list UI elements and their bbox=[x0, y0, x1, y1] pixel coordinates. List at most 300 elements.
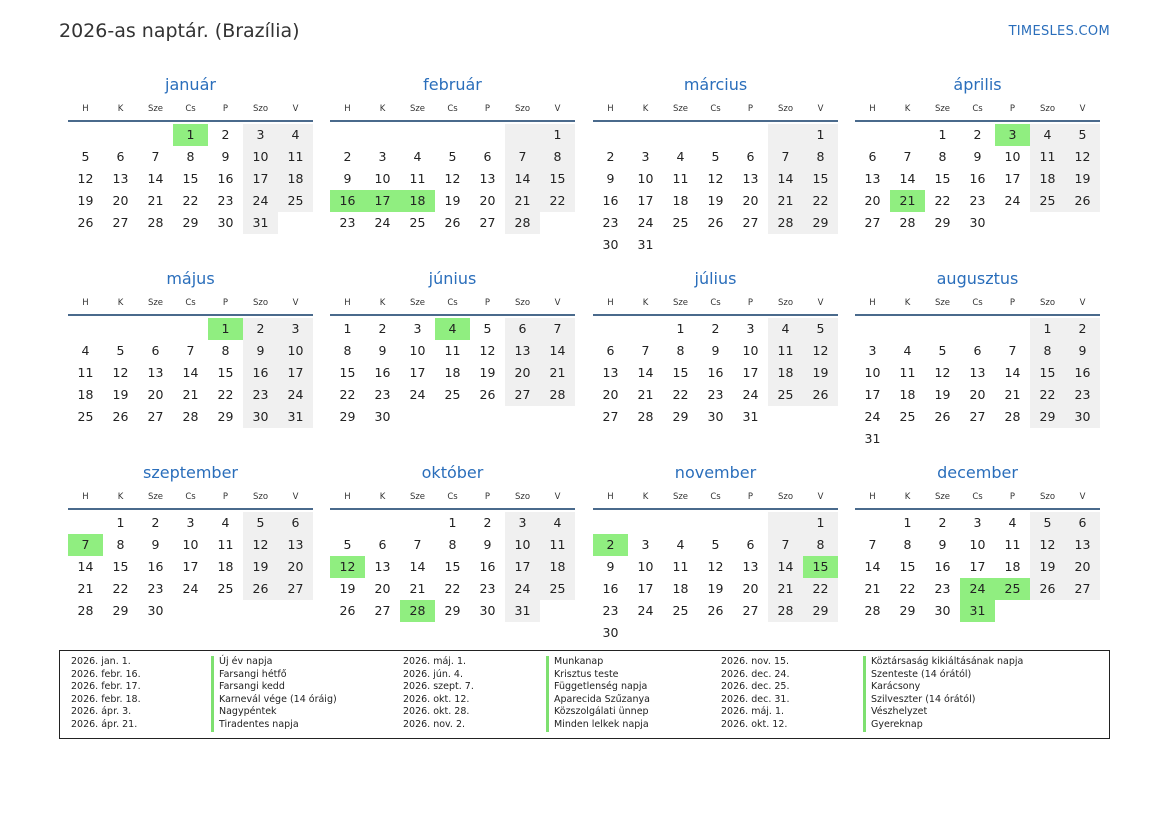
day-cell: 27 bbox=[1065, 578, 1100, 600]
day-cell: 21 bbox=[890, 190, 925, 212]
day-cell: 1 bbox=[803, 124, 838, 146]
day-cell: 23 bbox=[217, 193, 234, 208]
day-cell: 20 bbox=[505, 362, 540, 384]
day-cell: 8 bbox=[221, 343, 230, 358]
day-cell: 12 bbox=[479, 343, 496, 358]
day-cell: 6 bbox=[746, 537, 755, 552]
empty-day-cell bbox=[470, 406, 505, 428]
legend-date: 2026. máj. 1. bbox=[721, 706, 785, 718]
day-cell: 2 bbox=[593, 534, 628, 556]
day-cell: 14 bbox=[540, 340, 575, 362]
day-cell: 22 bbox=[540, 190, 575, 212]
day-cell: 7 bbox=[903, 149, 912, 164]
day-cell: 18 bbox=[444, 365, 461, 380]
day-cell: 18 bbox=[540, 556, 575, 578]
day-cell: 30 bbox=[707, 409, 724, 424]
empty-day-cell bbox=[890, 318, 925, 340]
weekday-label: H bbox=[82, 492, 89, 502]
weekday-label: Cs bbox=[972, 298, 983, 308]
day-grid bbox=[330, 124, 575, 234]
day-cell: 21 bbox=[147, 193, 164, 208]
empty-day-cell bbox=[540, 600, 575, 622]
day-cell: 30 bbox=[217, 215, 234, 230]
empty-day-cell bbox=[470, 124, 505, 146]
day-cell: 16 bbox=[374, 365, 391, 380]
empty-day-cell bbox=[173, 318, 208, 340]
empty-day-cell bbox=[768, 622, 803, 644]
day-cell: 3 bbox=[378, 149, 387, 164]
day-cell: 11 bbox=[278, 146, 313, 168]
day-cell: 4 bbox=[540, 512, 575, 534]
weekday-label: Cs bbox=[972, 492, 983, 502]
day-cell: 7 bbox=[1008, 343, 1017, 358]
day-cell: 15 bbox=[803, 556, 838, 578]
day-cell: 14 bbox=[768, 556, 803, 578]
day-cell: 8 bbox=[186, 149, 195, 164]
day-cell: 27 bbox=[969, 409, 986, 424]
empty-day-cell bbox=[1065, 212, 1100, 234]
empty-day-cell bbox=[663, 622, 698, 644]
day-cell: 3 bbox=[186, 515, 195, 530]
day-cell: 15 bbox=[540, 168, 575, 190]
day-cell: 20 bbox=[602, 387, 619, 402]
day-cell: 9 bbox=[606, 559, 615, 574]
weekday-label: V bbox=[817, 492, 824, 502]
legend-dates-column bbox=[721, 656, 789, 732]
empty-day-cell bbox=[505, 124, 540, 146]
day-grid bbox=[593, 124, 838, 256]
weekday-label: H bbox=[607, 104, 614, 114]
day-cell: 19 bbox=[479, 365, 496, 380]
day-cell: 19 bbox=[803, 362, 838, 384]
legend-date: 2026. nov. 15. bbox=[721, 656, 790, 667]
legend-holiday-name: Tiradentes napja bbox=[211, 719, 337, 732]
day-cell: 8 bbox=[540, 146, 575, 168]
day-cell: 16 bbox=[602, 193, 619, 208]
day-cell: 23 bbox=[374, 387, 391, 402]
day-cell: 17 bbox=[278, 362, 313, 384]
weekday-label: Cs bbox=[972, 104, 983, 114]
day-cell: 2 bbox=[151, 515, 160, 530]
day-cell: 11 bbox=[1004, 537, 1021, 552]
day-cell: 7 bbox=[768, 534, 803, 556]
empty-day-cell bbox=[138, 318, 173, 340]
empty-day-cell bbox=[138, 124, 173, 146]
day-cell: 5 bbox=[448, 149, 457, 164]
day-cell: 24 bbox=[243, 190, 278, 212]
weekday-label: K bbox=[379, 492, 386, 502]
legend-names-column bbox=[546, 656, 650, 732]
day-cell: 10 bbox=[409, 343, 426, 358]
empty-day-cell bbox=[593, 512, 628, 534]
day-cell: 12 bbox=[707, 559, 724, 574]
day-cell: 2 bbox=[711, 321, 720, 336]
day-cell: 6 bbox=[746, 149, 755, 164]
legend-date: 2026. nov. 2. bbox=[403, 718, 466, 730]
month-name: április bbox=[953, 75, 1002, 94]
day-cell: 7 bbox=[768, 146, 803, 168]
weekday-header bbox=[855, 292, 1100, 316]
weekday-label: P bbox=[747, 492, 754, 502]
day-cell: 5 bbox=[243, 512, 278, 534]
day-cell: 14 bbox=[182, 365, 199, 380]
empty-day-cell bbox=[890, 428, 925, 450]
day-cell: 7 bbox=[641, 343, 650, 358]
day-cell: 16 bbox=[243, 362, 278, 384]
day-cell: 2 bbox=[938, 515, 947, 530]
month-name: október bbox=[421, 463, 484, 482]
weekday-label: Cs bbox=[185, 298, 196, 308]
day-cell: 4 bbox=[1008, 515, 1017, 530]
day-cell: 31 bbox=[278, 406, 313, 428]
legend-holiday-name: Farsangi kedd bbox=[211, 681, 337, 694]
day-cell: 22 bbox=[182, 193, 199, 208]
day-cell: 22 bbox=[339, 387, 356, 402]
day-cell: 3 bbox=[641, 537, 650, 552]
empty-day-cell bbox=[925, 318, 960, 340]
day-cell: 3 bbox=[505, 512, 540, 534]
day-cell: 1 bbox=[1030, 318, 1065, 340]
day-cell: 12 bbox=[1065, 146, 1100, 168]
day-cell: 13 bbox=[112, 171, 129, 186]
day-cell: 25 bbox=[899, 409, 916, 424]
legend-holiday-name: Függetlenség napja bbox=[546, 681, 650, 694]
day-cell: 16 bbox=[969, 171, 986, 186]
weekday-label: Szo bbox=[777, 492, 794, 502]
day-cell: 18 bbox=[899, 387, 916, 402]
day-grid bbox=[855, 512, 1100, 622]
weekday-label: P bbox=[222, 492, 229, 502]
weekday-label: K bbox=[117, 492, 124, 502]
day-cell: 11 bbox=[444, 343, 461, 358]
day-cell: 16 bbox=[602, 581, 619, 596]
legend-holiday-name: Gyereknap bbox=[863, 719, 1023, 732]
day-cell: 26 bbox=[444, 215, 461, 230]
weekday-label: Szo bbox=[514, 492, 531, 502]
weekday-label: Sze bbox=[672, 492, 689, 502]
empty-day-cell bbox=[330, 512, 365, 534]
day-cell: 2 bbox=[483, 515, 492, 530]
day-cell: 28 bbox=[147, 215, 164, 230]
day-cell: 16 bbox=[147, 559, 164, 574]
month-calendar bbox=[593, 462, 838, 644]
empty-day-cell bbox=[803, 234, 838, 256]
weekday-label: Sze bbox=[147, 298, 164, 308]
day-cell: 13 bbox=[147, 365, 164, 380]
day-cell: 22 bbox=[217, 387, 234, 402]
day-cell: 9 bbox=[378, 343, 387, 358]
empty-day-cell bbox=[890, 124, 925, 146]
day-cell: 18 bbox=[400, 190, 435, 212]
day-cell: 20 bbox=[969, 387, 986, 402]
day-cell: 21 bbox=[77, 581, 94, 596]
day-cell: 13 bbox=[969, 365, 986, 380]
day-cell: 19 bbox=[934, 387, 951, 402]
legend-date: 2026. okt. 12. bbox=[721, 718, 788, 730]
day-cell: 4 bbox=[676, 149, 685, 164]
day-cell: 8 bbox=[343, 343, 352, 358]
legend-holiday-name: Karnevál vége (14 óráig) bbox=[211, 694, 337, 707]
day-cell: 31 bbox=[637, 237, 654, 252]
day-cell: 18 bbox=[1030, 168, 1065, 190]
empty-day-cell bbox=[1030, 600, 1065, 622]
weekday-header bbox=[330, 98, 575, 122]
legend-holiday-name: Szenteste (14 órától) bbox=[863, 669, 1023, 682]
day-cell: 26 bbox=[1030, 578, 1065, 600]
day-cell: 3 bbox=[278, 318, 313, 340]
legend-holiday-name: Minden lelkek napja bbox=[546, 719, 650, 732]
day-cell: 22 bbox=[934, 193, 951, 208]
day-grid bbox=[593, 512, 838, 644]
day-cell: 21 bbox=[768, 578, 803, 600]
day-cell: 4 bbox=[221, 515, 230, 530]
day-cell: 21 bbox=[182, 387, 199, 402]
empty-day-cell bbox=[628, 124, 663, 146]
weekday-label: Szo bbox=[252, 298, 269, 308]
weekday-label: H bbox=[344, 104, 351, 114]
weekday-header bbox=[330, 486, 575, 510]
day-cell: 30 bbox=[969, 215, 986, 230]
day-cell: 9 bbox=[973, 149, 982, 164]
day-cell: 3 bbox=[746, 321, 755, 336]
day-cell: 23 bbox=[339, 215, 356, 230]
day-cell: 24 bbox=[864, 409, 881, 424]
legend-holiday-name: Nagypéntek bbox=[211, 706, 337, 719]
day-cell: 20 bbox=[374, 581, 391, 596]
day-cell: 14 bbox=[1004, 365, 1021, 380]
weekday-label: Szo bbox=[252, 492, 269, 502]
legend-date: 2026. máj. 1. bbox=[403, 656, 467, 667]
day-cell: 29 bbox=[803, 212, 838, 234]
day-cell: 13 bbox=[278, 534, 313, 556]
day-cell: 5 bbox=[803, 318, 838, 340]
weekday-label: Sze bbox=[934, 492, 951, 502]
weekday-label: K bbox=[642, 104, 649, 114]
day-cell: 10 bbox=[243, 146, 278, 168]
day-cell: 30 bbox=[147, 603, 164, 618]
day-cell: 19 bbox=[444, 193, 461, 208]
empty-day-cell bbox=[1030, 428, 1065, 450]
day-cell: 28 bbox=[182, 409, 199, 424]
day-cell: 4 bbox=[903, 343, 912, 358]
weekday-label: V bbox=[292, 104, 299, 114]
day-cell: 21 bbox=[864, 581, 881, 596]
day-cell: 7 bbox=[868, 537, 877, 552]
empty-day-cell bbox=[733, 234, 768, 256]
day-cell: 15 bbox=[803, 168, 838, 190]
weekday-label: P bbox=[1009, 298, 1016, 308]
weekday-label: P bbox=[484, 104, 491, 114]
holiday-legend bbox=[59, 650, 1110, 739]
weekday-label: K bbox=[904, 298, 911, 308]
weekday-label: H bbox=[344, 492, 351, 502]
day-cell: 9 bbox=[483, 537, 492, 552]
day-cell: 26 bbox=[77, 215, 94, 230]
day-cell: 24 bbox=[637, 603, 654, 618]
day-cell: 10 bbox=[505, 534, 540, 556]
day-cell: 21 bbox=[637, 387, 654, 402]
legend-names-column bbox=[863, 656, 1023, 732]
weekday-label: Szo bbox=[514, 298, 531, 308]
month-name: május bbox=[166, 269, 215, 288]
day-cell: 20 bbox=[112, 193, 129, 208]
weekday-label: Cs bbox=[710, 492, 721, 502]
empty-day-cell bbox=[925, 428, 960, 450]
day-cell: 7 bbox=[505, 146, 540, 168]
day-cell: 22 bbox=[899, 581, 916, 596]
legend-holiday-name: Karácsony bbox=[863, 681, 1023, 694]
day-cell: 24 bbox=[1004, 193, 1021, 208]
month-calendar bbox=[330, 462, 575, 622]
day-cell: 8 bbox=[938, 149, 947, 164]
empty-day-cell bbox=[855, 124, 890, 146]
day-cell: 7 bbox=[540, 318, 575, 340]
day-cell: 20 bbox=[147, 387, 164, 402]
day-cell: 11 bbox=[672, 171, 689, 186]
day-cell: 6 bbox=[278, 512, 313, 534]
day-cell: 5 bbox=[938, 343, 947, 358]
weekday-header bbox=[593, 98, 838, 122]
weekday-label: V bbox=[292, 298, 299, 308]
weekday-label: P bbox=[484, 492, 491, 502]
day-cell: 2 bbox=[221, 127, 230, 142]
day-cell: 26 bbox=[479, 387, 496, 402]
day-cell: 18 bbox=[672, 581, 689, 596]
day-cell: 9 bbox=[343, 171, 352, 186]
day-cell: 13 bbox=[374, 559, 391, 574]
day-cell: 11 bbox=[768, 340, 803, 362]
day-cell: 17 bbox=[409, 365, 426, 380]
day-cell: 19 bbox=[1030, 556, 1065, 578]
empty-day-cell bbox=[768, 234, 803, 256]
day-cell: 19 bbox=[112, 387, 129, 402]
month-calendar bbox=[855, 268, 1100, 450]
day-cell: 20 bbox=[742, 193, 759, 208]
day-cell: 7 bbox=[186, 343, 195, 358]
legend-date: 2026. ápr. 3. bbox=[71, 706, 132, 718]
empty-day-cell bbox=[768, 124, 803, 146]
weekday-label: H bbox=[82, 298, 89, 308]
day-cell: 28 bbox=[768, 600, 803, 622]
day-cell: 28 bbox=[637, 409, 654, 424]
day-cell: 10 bbox=[742, 343, 759, 358]
empty-day-cell bbox=[698, 124, 733, 146]
day-cell: 17 bbox=[864, 387, 881, 402]
weekday-label: H bbox=[607, 492, 614, 502]
day-cell: 6 bbox=[378, 537, 387, 552]
day-cell: 28 bbox=[864, 603, 881, 618]
day-cell: 27 bbox=[742, 603, 759, 618]
legend-date: 2026. szept. 7. bbox=[403, 681, 474, 693]
day-cell: 30 bbox=[934, 603, 951, 618]
day-cell: 20 bbox=[742, 581, 759, 596]
day-cell: 5 bbox=[483, 321, 492, 336]
day-cell: 12 bbox=[803, 340, 838, 362]
empty-day-cell bbox=[103, 124, 138, 146]
day-cell: 8 bbox=[803, 146, 838, 168]
day-cell: 29 bbox=[803, 600, 838, 622]
day-cell: 5 bbox=[1065, 124, 1100, 146]
day-cell: 26 bbox=[112, 409, 129, 424]
legend-holiday-name: Szilveszter (14 órától) bbox=[863, 694, 1023, 707]
weekday-label: Cs bbox=[447, 104, 458, 114]
day-cell: 24 bbox=[374, 215, 391, 230]
weekday-label: V bbox=[1079, 492, 1086, 502]
day-cell: 29 bbox=[899, 603, 916, 618]
legend-date: 2026. febr. 17. bbox=[71, 681, 141, 693]
weekday-label: K bbox=[642, 298, 649, 308]
day-cell: 19 bbox=[707, 193, 724, 208]
day-cell: 3 bbox=[413, 321, 422, 336]
month-calendar bbox=[330, 268, 575, 428]
empty-day-cell bbox=[1065, 428, 1100, 450]
month-calendar bbox=[68, 268, 313, 428]
day-cell: 24 bbox=[182, 581, 199, 596]
day-cell: 15 bbox=[444, 559, 461, 574]
day-cell: 8 bbox=[1030, 340, 1065, 362]
day-cell: 23 bbox=[243, 384, 278, 406]
day-cell: 25 bbox=[672, 603, 689, 618]
month-name: szeptember bbox=[142, 463, 238, 482]
day-cell: 17 bbox=[365, 190, 400, 212]
day-cell: 22 bbox=[803, 578, 838, 600]
month-calendar bbox=[593, 74, 838, 256]
day-cell: 28 bbox=[77, 603, 94, 618]
day-cell: 9 bbox=[151, 537, 160, 552]
month-calendar bbox=[855, 462, 1100, 622]
weekday-label: Szo bbox=[777, 298, 794, 308]
empty-day-cell bbox=[1030, 212, 1065, 234]
empty-day-cell bbox=[278, 212, 313, 234]
empty-day-cell bbox=[68, 512, 103, 534]
empty-day-cell bbox=[855, 318, 890, 340]
weekday-label: K bbox=[642, 492, 649, 502]
day-cell: 22 bbox=[112, 581, 129, 596]
day-cell: 15 bbox=[339, 365, 356, 380]
month-calendar bbox=[68, 462, 313, 622]
legend-holiday-name: Krisztus teste bbox=[546, 669, 650, 682]
day-grid bbox=[330, 512, 575, 622]
weekday-label: K bbox=[904, 104, 911, 114]
day-cell: 31 bbox=[960, 600, 995, 622]
brand-link[interactable]: TIMESLES.COM bbox=[1008, 24, 1110, 39]
empty-day-cell bbox=[995, 428, 1030, 450]
month-calendar bbox=[68, 74, 313, 234]
day-cell: 13 bbox=[742, 559, 759, 574]
month-name: július bbox=[694, 269, 737, 288]
day-cell: 22 bbox=[803, 190, 838, 212]
day-cell: 18 bbox=[217, 559, 234, 574]
weekday-label: V bbox=[817, 298, 824, 308]
day-cell: 16 bbox=[330, 190, 365, 212]
weekday-label: Szo bbox=[514, 104, 531, 114]
day-cell: 7 bbox=[68, 534, 103, 556]
weekday-label: Sze bbox=[409, 298, 426, 308]
day-cell: 1 bbox=[938, 127, 947, 142]
day-cell: 23 bbox=[479, 581, 496, 596]
day-cell: 13 bbox=[505, 340, 540, 362]
day-cell: 30 bbox=[479, 603, 496, 618]
day-cell: 30 bbox=[374, 409, 391, 424]
legend-holiday-name: Vészhelyzet bbox=[863, 706, 1023, 719]
day-cell: 17 bbox=[969, 559, 986, 574]
day-cell: 29 bbox=[217, 409, 234, 424]
day-cell: 19 bbox=[1065, 168, 1100, 190]
empty-day-cell bbox=[855, 512, 890, 534]
day-cell: 11 bbox=[409, 171, 426, 186]
day-cell: 1 bbox=[903, 515, 912, 530]
day-cell: 3 bbox=[641, 149, 650, 164]
